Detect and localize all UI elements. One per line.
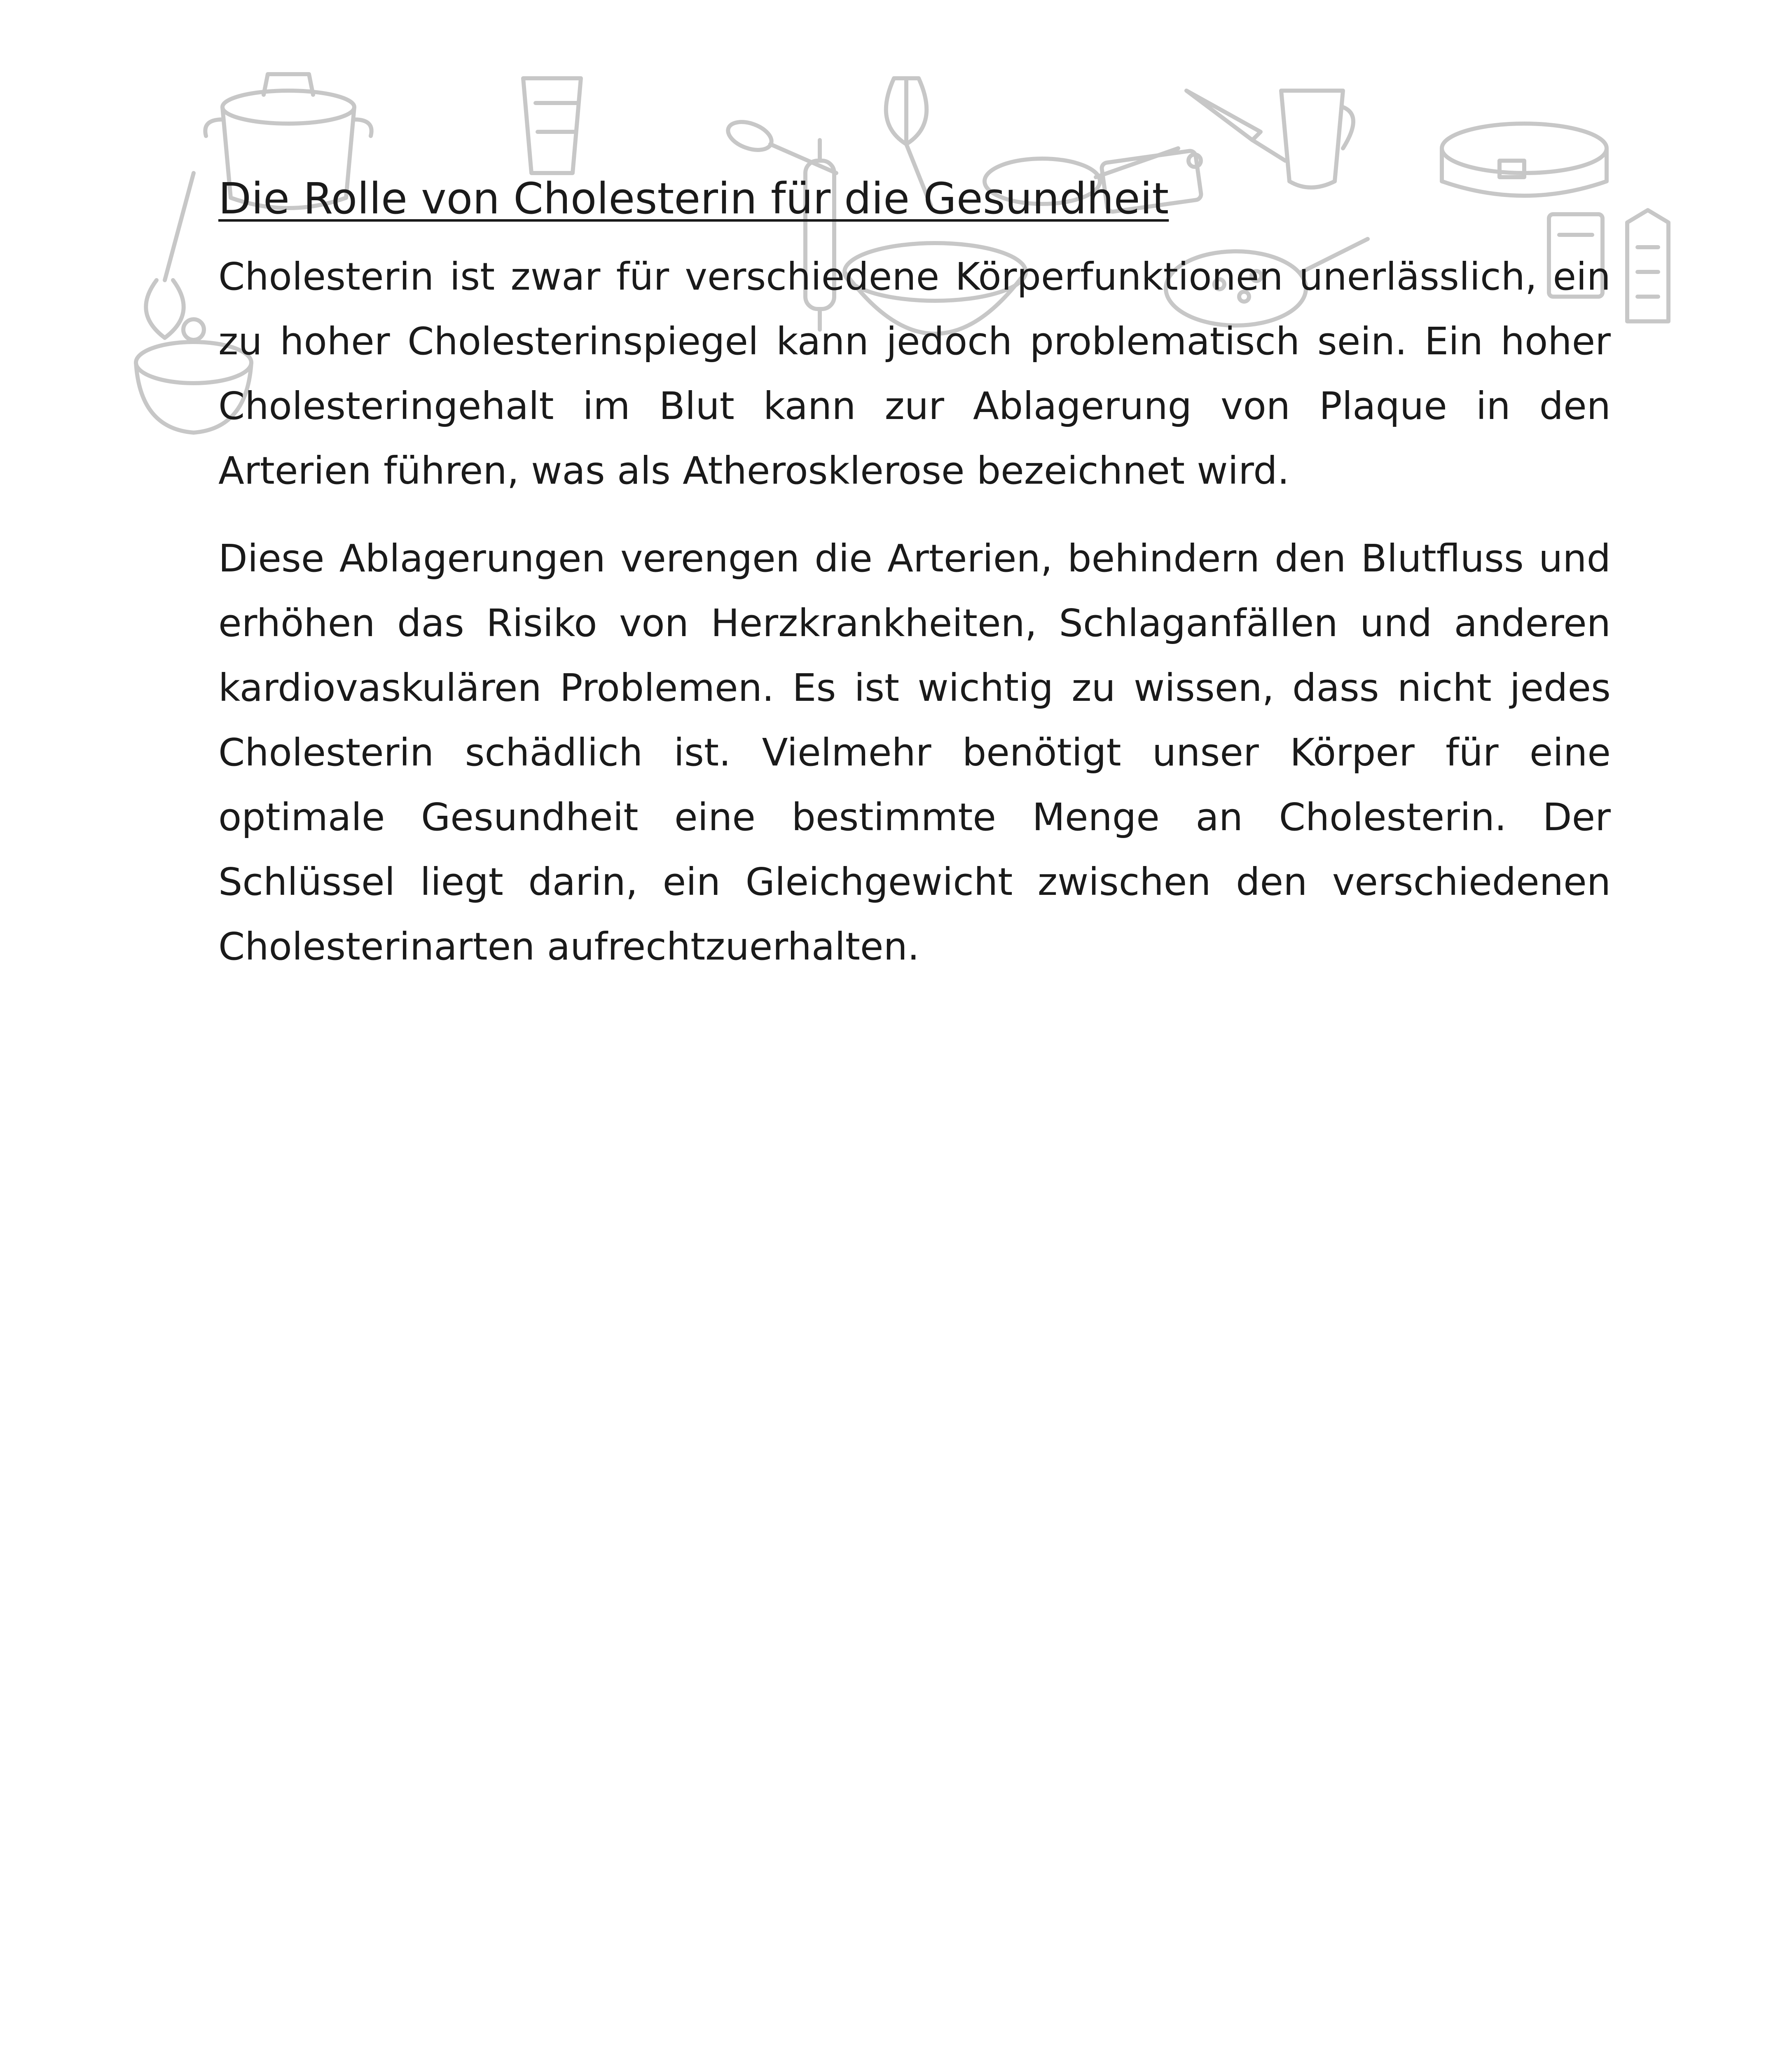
document-body — [218, 173, 1611, 1002]
measuring-glass-icon — [523, 78, 581, 173]
paragraph-2: Diese Ablagerungen verengen die Arterien, behindern den Blutfluss und erhöhen das Risiko von Herzkrankheiten, Schlaganfällen und anderen kardiovaskulären Problemen. Es ist wichtig zu wissen, dass nicht jedes Cholesterin schädlich ist. Vielmehr benötigt unser Körper für eine optimale Gesundheit eine bestimmte Menge an Cholesterin. Der Schlüssel liegt darin, ein Gleichgewicht zwischen den verschiedenen Cholesterinarten aufrechtzuerhalten. — [218, 536, 1611, 969]
section-heading: Die Rolle von Cholesterin für die Gesundheit — [218, 173, 1169, 224]
ladle-icon — [146, 173, 194, 338]
paragraph-1: Cholesterin ist zwar für verschiedene Körperfunktionen unerlässlich, ein zu hoher Cholesterinspiegel kann jedoch problematisch sein. Ein hoher Cholesteringehalt im Blut kann zur Ablagerung von Plaque in den Arterien führen, was als Atherosklerose bezeichnet wird. — [218, 254, 1611, 493]
grater-icon — [1627, 210, 1668, 321]
knife-icon — [1186, 91, 1285, 161]
spoon-icon — [724, 117, 836, 173]
